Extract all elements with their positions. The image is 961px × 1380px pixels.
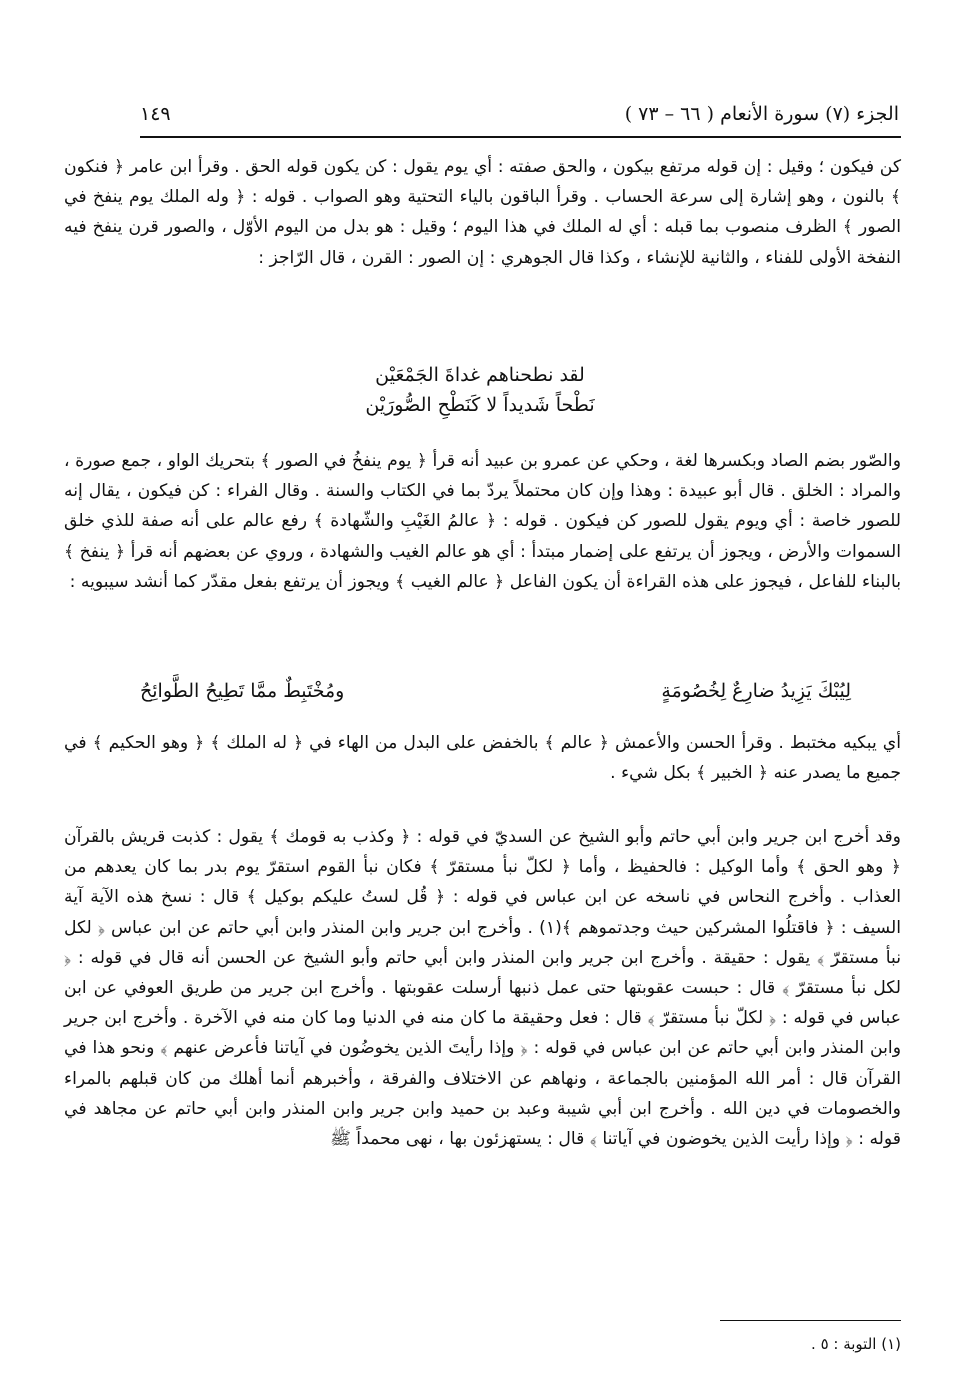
verse-line-1: لقد نطحناهم غداةَ الجَمْعَيْن: [375, 364, 585, 386]
header-rule: [140, 136, 901, 138]
paragraph-3: أي يبكيه مختبط . وقرأ الحسن والأعمش ﴿ عالم ﴾ بالخفض على البدل من الهاء في ﴿ له الملك ﴾ ﴿ وهو الحكيم ﴾ في جميع ما يصدر عنه ﴿ الخبير ﴾ بكل شيء .: [64, 733, 901, 784]
verse-hemistich-2: ومُخْتَبِطٌ ممَّا تَطِيحُ الطَّوائِحُ: [140, 680, 345, 702]
running-head: [140, 97, 899, 131]
page-number: ١٤٩: [140, 103, 171, 125]
poem-verse-2: [140, 676, 851, 706]
footnote-rule: [720, 1320, 901, 1321]
verse-line-2: نَطْحاً شَديداً لا كَنَطْحِ الصُّورَيْن: [365, 394, 595, 416]
paragraph-1: كن فيكون ؛ وقيل : إن قوله مرتفع بيكون ، والحق صفته : أي يوم يقول : كن يكون قوله الحق . وقرأ ابن عامر ﴿ فنكون ﴾ بالنون ، وهو إشارة إلى سرعة الحساب . وقرأ الباقون بالياء التحتية وهو الصواب . قوله : ﴿ وله الملك يوم ينفخ في الصور ﴾ الظرف منصوب بما قبله : أي له الملك في هذا اليوم ؛ وقيل : هو بدل من اليوم الأوّل ، والصور قرن ينفخ فيه النفخة الأولى للفناء ، والثانية للإنشاء ، وكذا قال الجوهري : إن الصور : القرن ، قال الرّاجز :: [64, 157, 901, 268]
paragraph-2: والصّور بضم الصاد وبكسرها لغة ، وحكي عن عمرو بن عبيد أنه قرأ ﴿ يوم ينفخُ في الصور ﴾ بتحريك الواو ، جمع صورة ، والمراد : الخلق . قال أبو عبيدة : وهذا وإن كان محتملاً يردّ بما في الكتاب والسنة . وقال الفراء : كن فيكون ، يقال إنه للصور خاصة : أي ويوم يقول للصور كن فيكون . قوله : ﴿ عالمُ الغَيْبِ والشّهادة ﴾ رفع عالم على أنه صفة للذي خلق السموات والأرض ، ويجوز أن يرتفع على إضمار مبتدأ : أي هو عالم الغيب والشهادة ، وروي عن بعضهم أنه قرأ ﴿ ينفخ ﴾ بالبناء للفاعل ، فيجوز على هذه القراءة أن يكون الفاعل ﴿ عالم الغيب ﴾ ويجوز أن يرتفع بفعل مقدّر كما أنشد سيبويه :: [64, 451, 901, 592]
paragraph-4: وقد أخرج ابن جرير وابن أبي حاتم وأبو الشيخ عن السديّ في قوله : ﴿ وكذب به قومك ﴾ يقول : كذبت قريش بالقرآن ﴿ وهو الحق ﴾ وأما الوكيل : فالحفيظ ، وأما ﴿ لكلّ نبأ مستقرّ ﴾ فكان نبأ القوم استقرّ يوم بدر بما كان يعدهم من العذاب . وأخرج النحاس في ناسخه عن ابن عباس في قوله : ﴿ قُل لستُ عليكم بوكيل ﴾ قال : نسخ هذه الآية آية السيف : ﴿ فاقتلُوا المشركين حيث وجدتموهم ﴾(١) . وأخرج ابن جرير وابن المنذر وابن أبي حاتم عن ابن عباس ﴿ لكل نبأ مستقرّ ﴾ يقول : حقيقة . وأخرج ابن جرير وابن المنذر وابن أبي حاتم وأبو الشيخ عن الحسن أنه قال في قوله : ﴿ لكل نبأ مستقرّ ﴾ قال : حبست عقوبتها حتى عمل ذنبها أرسلت عقوبتها . وأخرج ابن جرير من طريق العوفي عن ابن عباس في قوله : ﴿ لكلّ نبأ مستقرّ ﴾ قال : فعل وحقيقة ما كان منه في الدنيا وما كان منه في الآخرة . وأخرج ابن جرير وابن المنذر وابن أبي حاتم عن ابن عباس في قوله : ﴿ وإذا رأيتَ الذين يخوضُون في آياتنا فأعرض عنهم ﴾ ونحو هذا في القرآن قال : أمر الله المؤمنين بالجماعة ، ونهاهم عن الاختلاف والفرقة ، وأخبرهم أنما أهلك من كان قبلهم بالمراء والخصومات في دين الله . وأخرج ابن أبي شيبة وعبد بن حميد وابن جرير وابن المنذر وابن أبي حاتم عن مجاهد في قوله : ﴿ وإذا رأيت الذين يخوضون في آياتنا ﴾ قال : يستهزئون بها ، نهى محمداً ﷺ: [64, 827, 901, 1150]
verse-hemistich-1: لِيُبْكَ يَزِيدُ ضارِعٌ لِخُصُومَةٍ: [661, 680, 851, 702]
footnote: (١) التوبة : ٥ .: [811, 1335, 901, 1353]
running-title: الجزء (٧) سورة الأنعام ( ٦٦ – ٧٣ ): [624, 103, 899, 125]
poem-verse-1: [300, 360, 660, 420]
